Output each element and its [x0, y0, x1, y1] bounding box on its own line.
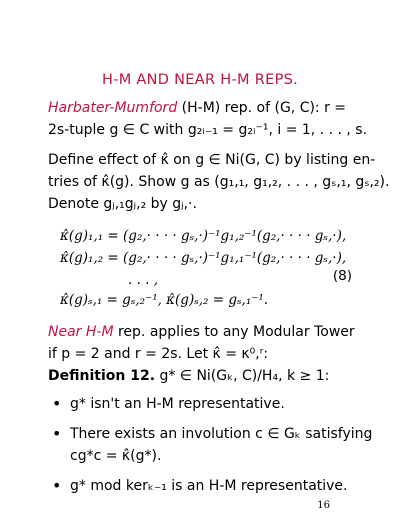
bullet-2-line-1: There exists an involution c ∈ Gₖ satisfying: [70, 426, 373, 442]
hm-term: Harbater-Mumford: [48, 100, 178, 116]
definition-text: g* ∈ Ni(Gₖ, C)/H₄, k ≥ 1:: [155, 368, 330, 384]
page-number: 16: [317, 500, 330, 511]
para2-line1: Define effect of κ̂ on g ∈ Ni(G, C) by listing en-: [48, 152, 376, 168]
para2-line3: Denote gⱼ,₁gⱼ,₂ by gⱼ,·.: [48, 196, 197, 212]
bullet-3-line-1: g* mod kerₖ₋₁ is an H-M representative.: [70, 478, 348, 494]
equation-row-4: κ̂(g)ₛ,₁ = gₛ,₂⁻¹, κ̂(g)ₛ,₂ = gₛ,₁⁻¹.: [60, 292, 269, 308]
bullet-dot-1: •: [52, 394, 62, 413]
para3-line2: if p = 2 and r = 2s. Let κ̂ = κ⁰,ʳ:: [48, 346, 269, 362]
equation-row-2: κ̂(g)₁,₂ = (g₂,· · · · gₛ,·)⁻¹g₁,₁⁻¹(g₂,· · · · gₛ,·),: [60, 250, 347, 266]
bullet-2-line-2: cg*c = κ̂(g*).: [70, 448, 162, 464]
bullet-dot-2: •: [52, 424, 62, 443]
para1-line2: 2s-tuple g ∈ C with g₂ᵢ₋₁ = g₂ᵢ⁻¹, i = 1, . . . , s.: [48, 122, 368, 138]
para3-line1: [48, 324, 355, 340]
definition-label: Definition 12.: [48, 368, 156, 384]
bullet-dot-3: •: [52, 476, 62, 495]
bullet-1-line-1: g* isn't an H-M representative.: [70, 396, 285, 412]
near-hm-term: Near H-M: [48, 324, 114, 340]
equation-number: (8): [332, 268, 352, 284]
para3-line1-rest: rep. applies to any Modular Tower: [113, 324, 355, 340]
definition-line: [48, 368, 329, 384]
slide-title: H-M AND NEAR H-M REPS.: [101, 72, 299, 88]
para1-line1-rest: (H-M) rep. of (G, C): r =: [177, 100, 347, 116]
para2-line2: tries of κ̂(g). Show g as (g₁,₁, g₁,₂, . . . , gₛ,₁, gₛ,₂).: [48, 174, 390, 190]
equation-row-1: κ̂(g)₁,₁ = (g₂,· · · · gₛ,·)⁻¹g₁,₂⁻¹(g₂,· · · · gₛ,·),: [60, 228, 347, 244]
para1-line1: [48, 100, 346, 116]
equation-row-3: . . . ,: [128, 272, 159, 288]
